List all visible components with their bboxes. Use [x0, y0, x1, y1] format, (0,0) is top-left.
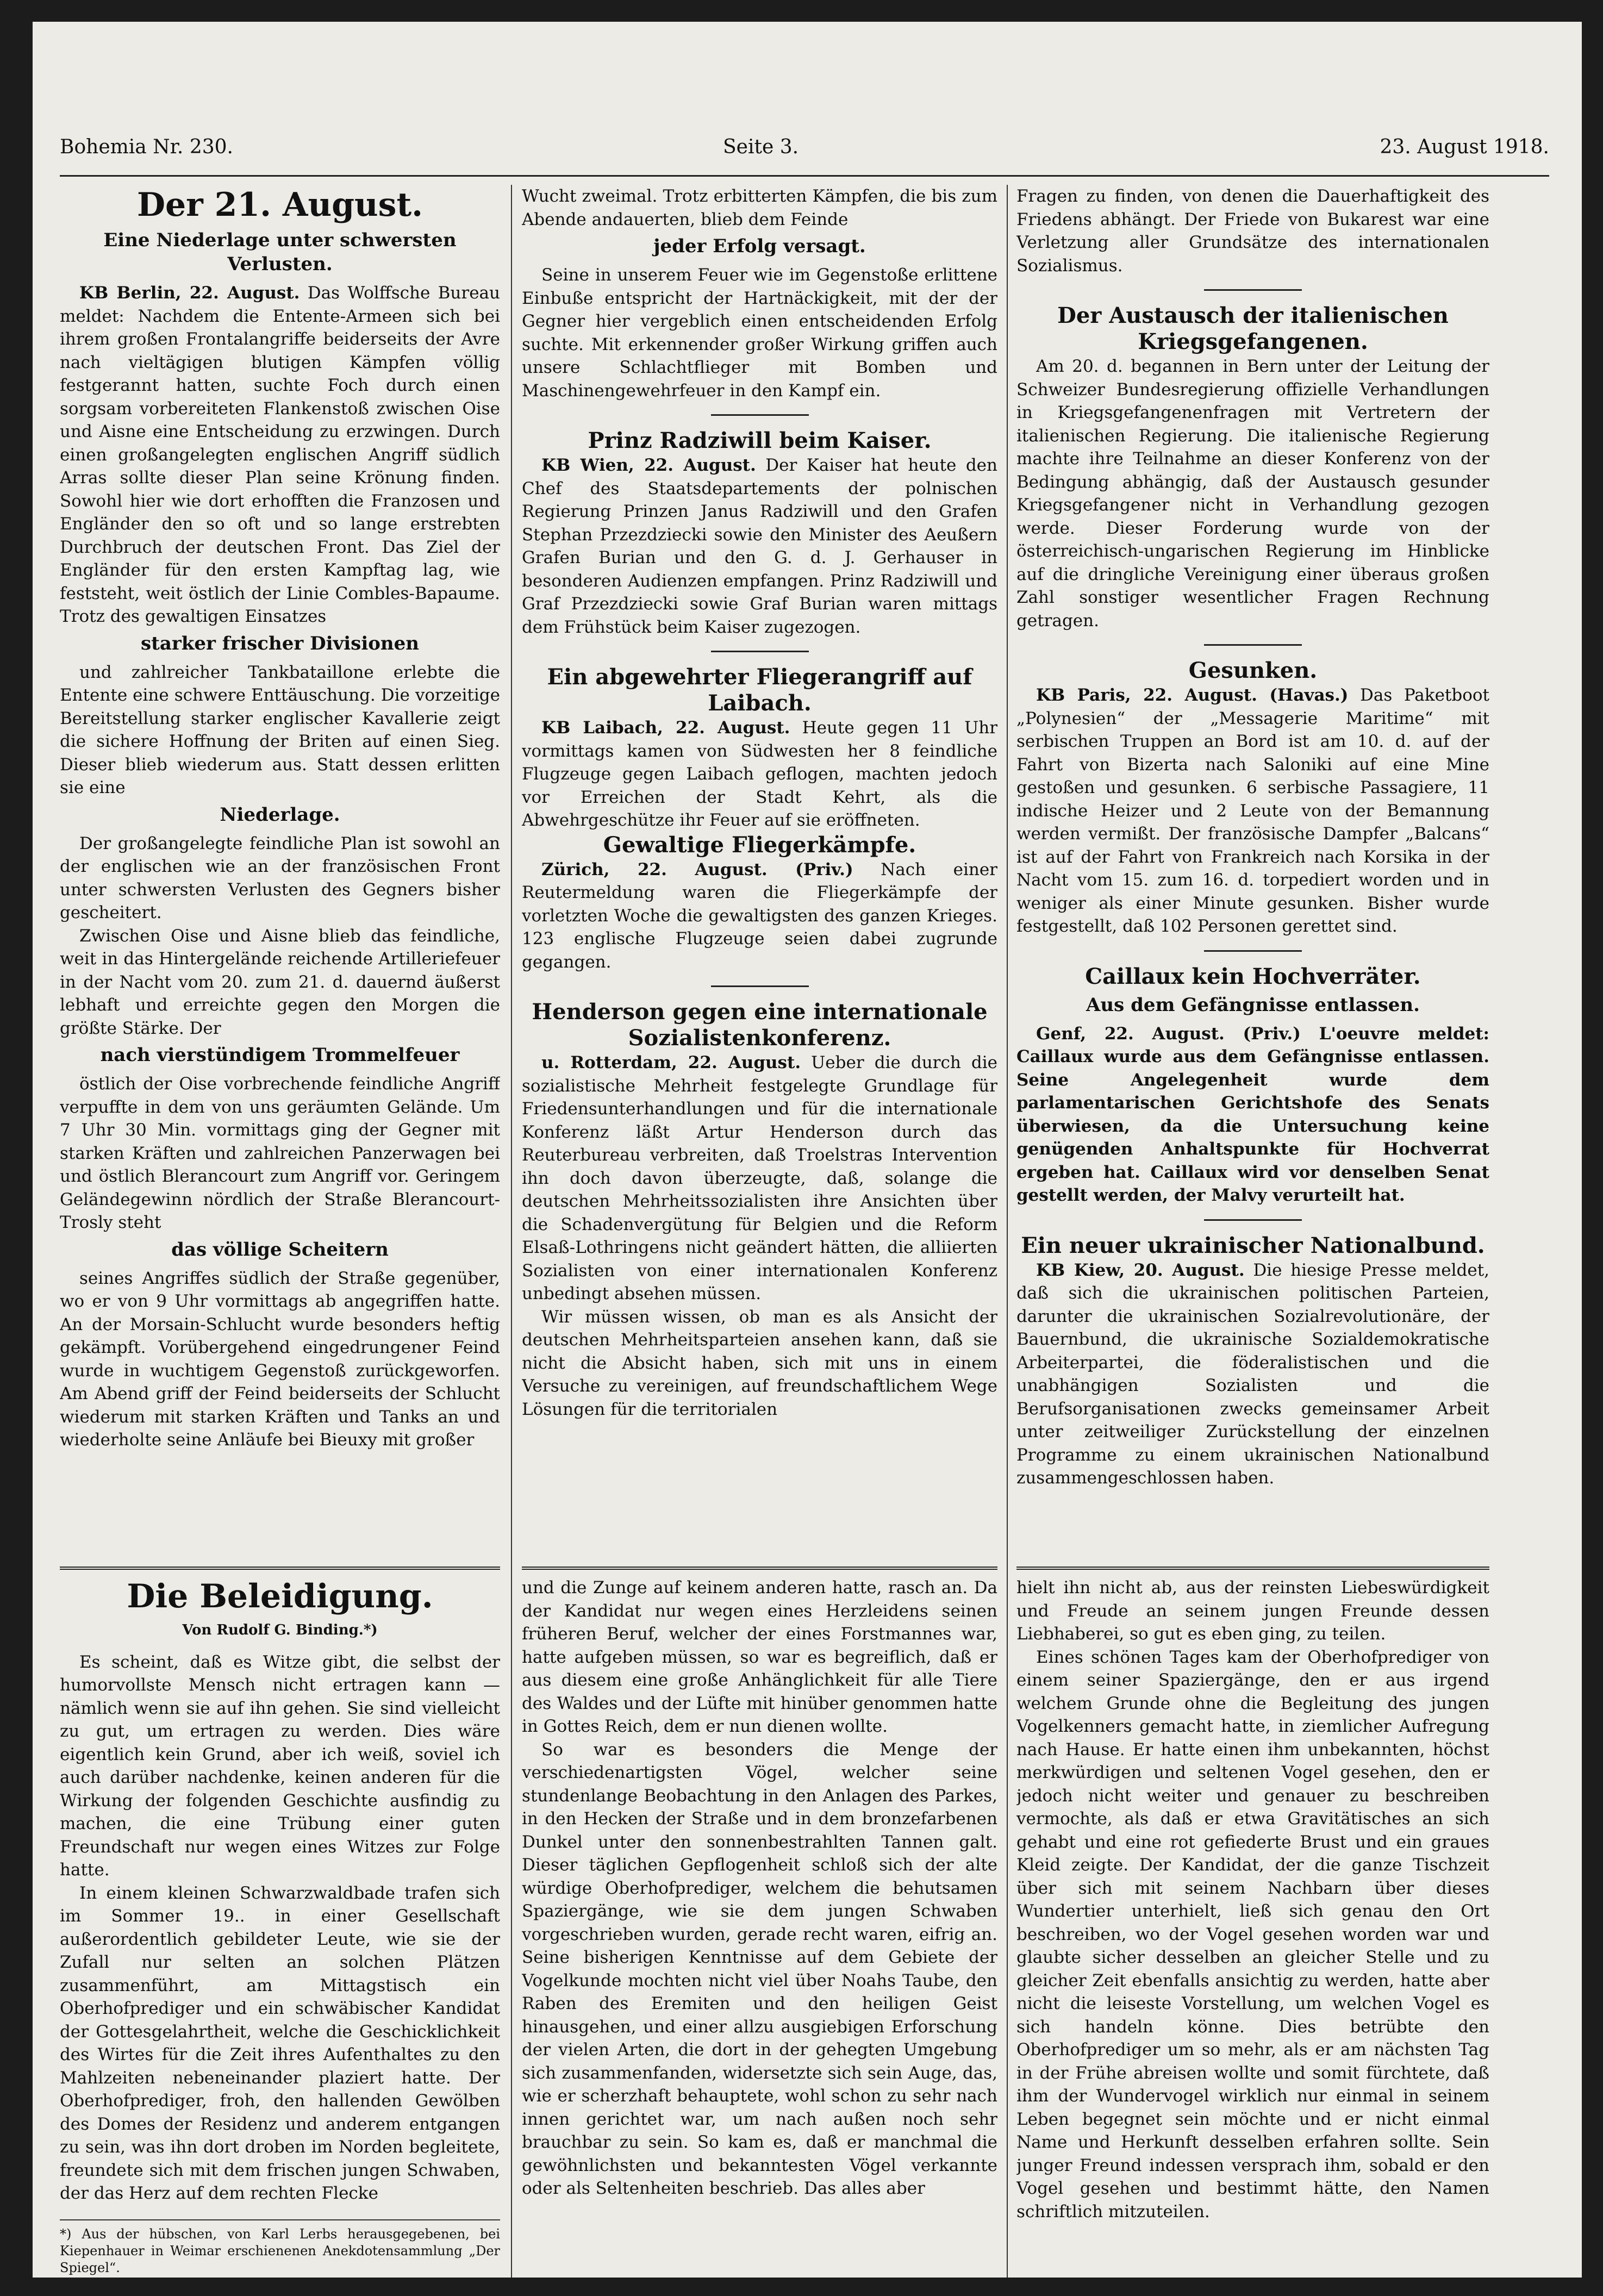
- page-number: Seite 3.: [723, 136, 799, 158]
- article-paragraph: KB Paris, 22. August. (Havas.) Das Paketboot „Polynesien“ der „Messagerie Maritime“ mit serbischen Truppen an Bord ist am 10. d. auf der Fahrt von Bizerta nach Saloniki auf eine Mine gestoßen und gesunken. 6 serbische Passagiere, 11 indische Heizer und 2 Leute von der Bemannung werden vermißt. Der französische Dampfer „Balcans“ ist auf der Fahrt von Frankreich nach Korsika in der Nacht vom 15. zum 16. d. torpediert worden und in weniger als einer Minute gesunken. Bisher wurde festgestellt, daß 102 Personen gerettet sind.: [1016, 685, 1489, 936]
- article-paragraph: östlich der Oise vorbrechende feindliche Angriff verpuffte in dem von uns geräumten Gelände. Um 7 Uhr 30 Min. vormittags ging der Gegner mit starken Kräften und zahlreichen Panzerwagen bei und östlich Blerancourt zum Angriff vor. Geringem Geländegewinn nördlich der Straße Blerancourt-Trosly steht: [60, 1074, 500, 1232]
- feuilleton-rule-1: [60, 1567, 500, 1570]
- separator: [1204, 644, 1302, 646]
- feuilleton-paragraph: Eines schönen Tages kam der Oberhofprediger von einem seiner Spaziergänge, den er aus irgend welchem Grunde ohne die Begleitung des jungen Vogelkenners gemacht hatte, in ziemlicher Aufregung nach Hause. Er hatte einen ihm unbekannten, höchst merkwürdigen und seltenen Vogel gesehen, den er jedoch nicht weiter und genauer zu beschreiben vermochte, als daß er etwa Gravitätisches an sich gehabt und eine rot gefiederte Brust und ein graues Kleid zeigte. Der Kandidat, der die ganze Tischzeit über sich mit seinem Nachbarn über dieses Wundertier unterhielt, ließ sich genau den Ort beschreiben, wo der Vogel gesehen worden war und glaubte sicher desselben an gleicher Stelle und zu gleicher Zeit ebenfalls ansichtig zu werden, hatte aber nicht die leiseste Vorstellung, um welchen Vogel es sich handeln könne. Dies betrübte den Oberhofprediger um so mehr, als er am nächsten Tag in der Frühe abreisen wollte und somit fürchtete, daß ihm der Wundervogel wirklich nur einmal in seinem Leben begegnet sein möchte und er nicht einmal Name und Herkunft desselben erfahren sollte. Sein junger Freund indessen versprach ihm, sobald er den Vogel gesehen und bestimmt hätte, den Namen schriftlich mitzuteilen.: [1016, 1647, 1489, 2222]
- article-title: Gewaltige Fliegerkämpfe.: [603, 832, 916, 858]
- article-title: Der Austausch der italienischen Kriegsgefangenen.: [1057, 303, 1449, 354]
- article-paragraph: seines Angriffes südlich der Straße gegenüber, wo er von 9 Uhr vormittags ab angegriffen hatte. An der Morsain-Schlucht wurde besonders heftig gekämpft. Vorübergehend eingedrungener Feind wurde in wuchtigem Gegenstoß zurückgeworfen. Am Abend griff der Feind beiderseits der Schlucht wiederum mit starken Kräften und Tanks an und wiederholte seine Anläufe bei Bieuxy mit großer: [60, 1268, 500, 1450]
- separator: [1204, 1219, 1302, 1221]
- article-paragraph: Seine in unserem Feuer wie im Gegenstoße erlittene Einbuße entspricht der Hartnäckigkeit, mit der der Gegner hier vergeblich einen entscheidenden Erfolg suchte. Mit erkennender großer Wirkung griffen auch unsere Schlachtflieger mit Bomben und Maschinengewehrfeuer in den Kampf ein.: [522, 265, 997, 401]
- article-subheading: Aus dem Gefängnisse entlassen.: [1086, 994, 1420, 1016]
- feuilleton-paragraph: Es scheint, daß es Witze gibt, die selbst der humorvollste Mensch nicht ertragen kann — nämlich wenn sie auf ihn gehen. Sie sind vielleicht zu gut, um ertragen zu werden. Dies wäre eigentlich kein Grund, aber ich weiß, soviel ich auch darüber nachdenke, keinen anderen für die Wirkung der folgenden Geschichte ausfindig zu machen, die eine Trübung einer guten Freundschaft nur wegen eines Witzes zur Folge hatte.: [60, 1652, 500, 1880]
- article-paragraph: u. Rotterdam, 22. August. Ueber die durch die sozialistische Mehrheit festgelegte Grundlage für Friedensunterhandlungen und für die internationale Konferenz läßt Artur Henderson durch das Reuterbureau verbreiten, daß Troelstras Intervention ihn doch davon überzeugte, daß, solange die deutschen Mehrheitssozialisten ihre Ansichten über die Schadenvergütung für Belgien und die Reform Elsaß-Lothringens nicht geändert hätten, die alliierten Sozialisten von einer internationalen Konferenz unbedingt absehen müssen.: [522, 1053, 997, 1303]
- feuilleton-byline: Von Rudolf G. Binding.*): [182, 1622, 378, 1638]
- article-subheading: jeder Erfolg versagt.: [653, 235, 866, 257]
- feuilleton-paragraph: In einem kleinen Schwarzwaldbade trafen sich im Sommer 19.. in einer Gesellschaft außerordentlich gebildeter Leute, wie sie der Zufall nur selten an solchen Plätzen zusammenführt, am Mittagstisch ein Oberhofprediger und ein schwäbischer Kandidat der Gottesgelahrtheit, welche die Geschicklichkeit des Wirtes für die Zeit ihres Aufenthaltes zu den Mahlzeiten nebeneinander plaziert hatte. Der Oberhofprediger, froh, den hallenden Gewölben des Domes der Residenz und anderem entgangen zu sein, was ihn dort droben im Norden begleitete, freundete sich mit dem frischen jungen Schwaben, der das Herz auf dem rechten Flecke: [60, 1883, 500, 2203]
- feuilleton-paragraph: und die Zunge auf keinem anderen hatte, rasch an. Da der Kandidat nur wegen eines Herzleidens seinen früheren Beruf, welcher der eines Forstmannes war, hatte aufgeben müssen, so war es begreiflich, daß er aus diesem eine große Anhänglichkeit für alle Tiere des Waldes und der Lüfte mit hinüber genommen hatte in Gottes Reich, dem er nun dienen wollte.: [522, 1578, 997, 1736]
- separator: [711, 651, 809, 652]
- feuilleton-paragraph: So war es besonders die Menge der verschiedenartigsten Vögel, welcher seine stundenlange Beobachtung in den Anlagen des Parkes, in den Hecken der Straße und in dem bronzefarbenen Dunkel unter den sonnenbestrahlten Tannen galt. Dieser täglichen Gepflogenheit schloß sich der alte würdige Oberhofprediger, welchem die behutsamen Spaziergänge, wie sie dem jungen Schwaben vorgeschrieben wurden, gerade recht waren, eifrig an. Seine bisherigen Kenntnisse auf dem Gebiete der Vogelkunde mochten nicht viel über Noahs Taube, den Raben des Eremiten und den heiligen Geist hinausgehen, und einer allzu ausgiebigen Erforschung der vielen Arten, die dort in der gehegten Umgebung sich zusammenfanden, widersetzte sich sein Auge, das, wie er scherzhaft behauptete, wohl schon zu sehr nach innen gerichtet war, um nach außen noch sehr brauchbar zu sein. So kam es, daß er manchmal die gewöhnlichsten und bekanntesten Vögel verkannte oder als Seltenheiten beschrieb. Das alles aber: [522, 1739, 997, 2198]
- article-paragraph: KB Kiew, 20. August. Die hiesige Presse meldet, daß sich die ukrainischen politischen Parteien, darunter die ukrainischen Sozialrevolutionäre, der Bauernbund, die ukrainische Sozialdemokratische Arbeiterpartei, die föderalistischen und die unabhängigen Sozialisten und die Berufsorganisationen zwecks gemeinsamer Arbeit unter zeitweiliger Zurückstellung der einzelnen Programme zu einem ukrainischen Nationalbund zusammengeschlossen haben.: [1016, 1260, 1489, 1488]
- article-paragraph: Der großangelegte feindliche Plan ist sowohl an der englischen wie an der französischen Front unter schwersten Verlusten des Gegners bisher gescheitert.: [60, 833, 500, 922]
- article-title: Henderson gegen eine internationale Sozialistenkonferenz.: [532, 999, 988, 1051]
- feuilleton-column-3: [1016, 1576, 1489, 2278]
- article-paragraph: Zwischen Oise und Aisne blieb das feindliche, weit in das Hintergelände reichende Artilleriefeuer in der Nacht vom 20. zum 21. d. dauernd äußerst lebhaft und erreichte gegen den Morgen die größte Stärke. Der: [60, 926, 500, 1038]
- article-subheading: das völlige Scheitern: [171, 1238, 389, 1261]
- newspaper-page: [33, 22, 1582, 2278]
- article-paragraph: Am 20. d. begannen in Bern unter der Leitung der Schweizer Bundesregierung offizielle Verhandlungen in Kriegsgefangenenfragen mit Vertretern der italienischen Regierung. Die italienische Regierung machte ihre Teilnahme an dieser Konferenz von der Bedingung abhängig, daß der Austausch gesunder Kriegsgefangener nicht in Verhandlung gezogen werde. Dieser Forderung wurde von der österreichisch-ungarischen Regierung im Hinblicke auf die dringliche Vereinigung einer überaus großen Zahl sonstiger wesentlicher Fragen Rechnung getragen.: [1016, 357, 1489, 631]
- feuilleton-column-1: [60, 1576, 500, 2278]
- issue-number: Bohemia Nr. 230.: [60, 136, 233, 158]
- article-subheading: nach vierstündigem Trommelfeuer: [100, 1044, 460, 1066]
- page-header: [60, 136, 1549, 174]
- column-rule-2: [1007, 185, 1008, 2278]
- column-2-news: [522, 185, 997, 1565]
- separator: [711, 985, 809, 987]
- article-subtitle: Eine Niederlage unter schwersten Verlusten.: [103, 229, 457, 275]
- issue-date: 23. August 1918.: [1380, 136, 1549, 158]
- separator: [1204, 289, 1302, 291]
- article-title: Gesunken.: [1188, 658, 1318, 683]
- column-rule-1: [511, 185, 512, 2278]
- article-paragraph: Wir müssen wissen, ob man es als Ansicht der deutschen Mehrheitsparteien ansehen kann, daß sie nicht die Absicht haben, sich mit uns in einem Versuche zu vereinigen, auf freundschaftlichem Wege Lösungen für die territorialen: [522, 1307, 997, 1419]
- article-paragraph: Fragen zu finden, von denen die Dauerhaftigkeit des Friedens abhängt. Der Friede von Bukarest war eine Verletzung aller Grundsätze des internationalen Sozialismus.: [1016, 186, 1489, 276]
- article-title: Prinz Radziwill beim Kaiser.: [588, 428, 932, 453]
- article-title: Ein abgewehrter Fliegerangriff auf Laibach.: [547, 664, 972, 716]
- article-title: Der 21. August.: [136, 186, 423, 224]
- article-paragraph: Wucht zweimal. Trotz erbitterten Kämpfen, die bis zum Abende andauerten, blieb dem Feinde: [522, 186, 997, 229]
- article-paragraph: Zürich, 22. August. (Priv.) Nach einer Reutermeldung waren die Fliegerkämpfe der vorletzten Woche die gewaltigsten des ganzen Krieges. 123 englische Flugzeuge seien dabei zugrunde gegangen.: [522, 859, 997, 972]
- separator: [1204, 950, 1302, 952]
- header-rule: [60, 175, 1549, 177]
- feuilleton-rule-2: [522, 1567, 997, 1570]
- column-3-news: [1016, 185, 1489, 1565]
- article-paragraph: KB Laibach, 22. August. Heute gegen 11 Uhr vormittags kamen von Südwesten her 8 feindliche Flugzeuge gegen Laibach geflogen, machten jedoch vor Erreichen der Stadt Kehrt, als die Abwehrgeschütze ihr Feuer auf sie eröffneten.: [522, 718, 997, 830]
- article-der-21-august: [60, 185, 500, 1565]
- feuilleton-column-2: [522, 1576, 997, 2278]
- feuilleton-paragraph: hielt ihn nicht ab, aus der reinsten Liebeswürdigkeit und Freude an seinem jungen Freunde dessen Liebhaberei, so gut es eben ging, zu teilen.: [1016, 1578, 1489, 1644]
- article-paragraph: Genf, 22. August. (Priv.) L'oeuvre meldet: Caillaux wurde aus dem Gefängnisse entlassen. Seine Angelegenheit wurde dem parlamentarischen Gerichtshofe des Senats überwiesen, da die Untersuchung keine genügenden Anhaltspunkte für Hochverrat ergeben hat. Caillaux wird vor denselben Senat gestellt werden, der Malvy verurteilt hat.: [1016, 1024, 1489, 1205]
- feuilleton-rule-3: [1016, 1567, 1489, 1570]
- article-subheading: starker frischer Divisionen: [140, 632, 419, 654]
- feuilleton-title: Die Beleidigung.: [127, 1577, 433, 1615]
- article-paragraph: KB Berlin, 22. August. Das Wolffsche Bureau meldet: Nachdem die Entente-Armeen sich bei ihrem großen Frontalangriffe beiderseits der Avre nach vieltägigen blutigen Kämpfen völlig festgerannt hatten, suchte Foch durch einen sorgsam vorbereiteten Flankenstoß zwischen Oise und Aisne eine Entscheidung zu erzwingen. Durch einen großangelegten englischen Angriff südlich Arras sollte dieser Plan seine Krönung finden. Sowohl hier wie dort erhofften die Franzosen und Engländer den so oft und so lange erstrebten Durchbruch der deutschen Front. Das Ziel der Engländer für den ersten Kampftag lag, wie feststeht, weit östlich der Linie Combles-Bapaume. Trotz des gewaltigen Einsatzes: [60, 283, 500, 626]
- footnote: *) Aus der hübschen, von Karl Lerbs herausgegebenen, bei Kiepenhauer in Weimar erschienenen Anekdotensammlung „Der Spiegel“.: [60, 2219, 500, 2276]
- separator: [711, 414, 809, 416]
- article-subheading: Niederlage.: [220, 803, 340, 826]
- article-title: Caillaux kein Hochverräter.: [1085, 963, 1421, 989]
- dateline: KB Berlin, 22. August.: [79, 283, 300, 303]
- article-title: Ein neuer ukrainischer Nationalbund.: [1021, 1232, 1485, 1258]
- article-paragraph: KB Wien, 22. August. Der Kaiser hat heute den Chef des Staatsdepartements der polnischen Regierung Prinzen Janus Radziwill und den Grafen Stephan Przezdziecki sowie den Minister des Aeußern Grafen Burian und den G. d. J. Gerhauser in besonderen Audienzen empfangen. Prinz Radziwill und Graf Przezdziecki sowie Graf Burian waren mittags dem Frühstück beim Kaiser zugezogen.: [522, 456, 997, 637]
- article-paragraph: und zahlreicher Tankbataillone erlebte die Entente eine schwere Enttäuschung. Die vorzeitige Bereitstellung starker englischer Kavallerie zeigt die sichere Hoffnung der Briten auf einen Sieg. Dieser blieb wiederum aus. Statt dessen erlitten sie eine: [60, 662, 500, 797]
